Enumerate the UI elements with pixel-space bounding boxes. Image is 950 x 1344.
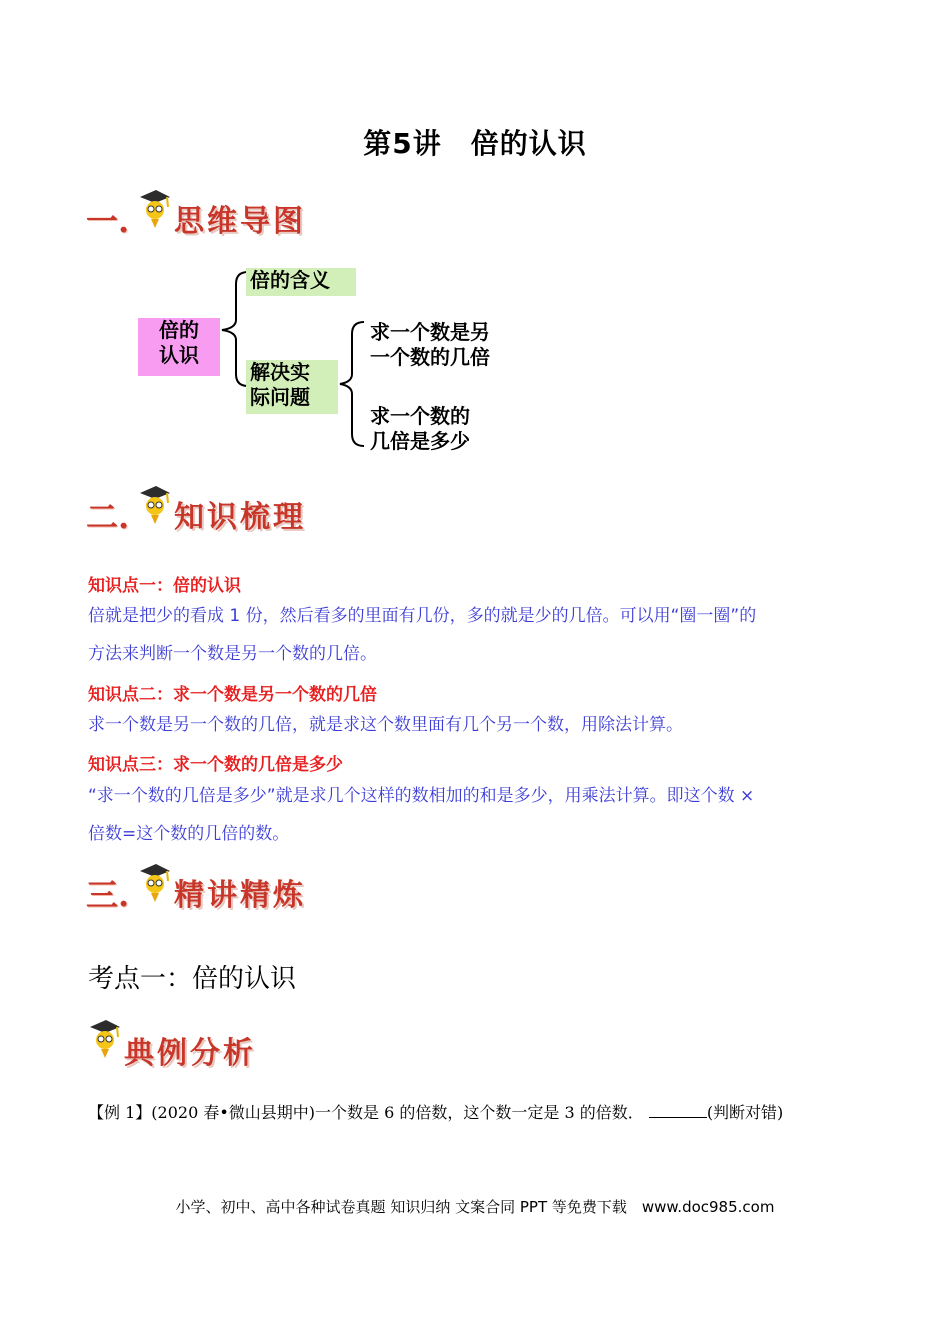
knowledge-point-title: 知识点三：求一个数的几倍是多少 xyxy=(88,755,343,775)
knowledge-line: 倍数=这个数的几倍的数。 xyxy=(88,824,290,844)
knowledge-point-text xyxy=(88,706,878,744)
mindmap-branch-label: 际问题 xyxy=(250,385,310,409)
page-footer: 小学、初中、高中各种试卷真题 知识归纳 文案合同 PPT 等免费下载 www.doc985.com xyxy=(175,1198,775,1216)
mindmap-root-line: 认识 xyxy=(159,343,199,367)
mindmap-leaf-1 xyxy=(370,320,490,370)
section-heading-practice xyxy=(86,862,346,914)
answer-blank[interactable] xyxy=(649,1103,707,1118)
example-1 xyxy=(88,1100,783,1123)
mindmap-root xyxy=(138,318,220,376)
section-label: 知识梳理 xyxy=(174,500,306,535)
knowledge-point-text xyxy=(88,597,878,673)
example-text: (2020 春•微山县期中)一个数是 6 的倍数，这个数一定是 3 的倍数． xyxy=(151,1103,644,1122)
mindmap-leaf-2 xyxy=(370,404,470,454)
mindmap-branch-label: 倍的含义 xyxy=(250,268,330,292)
mindmap-leaf-label: 求一个数是另 xyxy=(370,320,490,344)
knowledge-line: 求一个数是另一个数的几倍，就是求这个数里面有几个另一个数，用除法计算。 xyxy=(88,715,683,735)
knowledge-line: 倍就是把少的看成 1 份，然后看多的里面有几份，多的就是少的几倍。可以用“圈一圈”的 xyxy=(88,606,757,626)
section-number: 二. xyxy=(86,498,130,536)
page-title: 第5讲 倍的认识 xyxy=(363,127,587,160)
knowledge-line: 方法来判断一个数是另一个数的几倍。 xyxy=(88,644,377,664)
kaodian-heading: 考点一：倍的认识 xyxy=(88,964,297,994)
knowledge-point-text xyxy=(88,777,878,853)
section-heading-knowledge xyxy=(86,484,346,536)
example-prefix: 【例 1】 xyxy=(88,1103,152,1122)
mascot-icon xyxy=(136,484,172,526)
knowledge-line: “求一个数的几倍是多少”就是求几个这样的数相加的和是多少，用乘法计算。即这个数 × xyxy=(88,786,755,806)
mindmap-branch-meaning xyxy=(246,268,356,296)
knowledge-point-title: 知识点二：求一个数是另一个数的几倍 xyxy=(88,685,377,705)
mindmap-leaf-label: 求一个数的 xyxy=(370,404,470,428)
mindmap-leaf-label: 一个数的几倍 xyxy=(370,345,490,369)
example-suffix: (判断对错) xyxy=(706,1103,784,1122)
mindmap-branch-problems xyxy=(246,360,338,414)
mascot-icon xyxy=(136,862,172,904)
mindmap-leaf-label: 几倍是多少 xyxy=(370,429,470,453)
section-number: 三. xyxy=(86,876,130,914)
mascot-icon xyxy=(136,188,172,230)
section-number: 一. xyxy=(86,202,130,240)
mascot-icon xyxy=(86,1018,122,1060)
mindmap-branch-label: 解决实 xyxy=(250,360,310,384)
section-label: 精讲精炼 xyxy=(174,878,306,913)
section-heading-mindmap xyxy=(86,188,346,240)
section-heading-examples xyxy=(86,1018,306,1070)
section-label: 典例分析 xyxy=(124,1036,256,1071)
section-label: 思维导图 xyxy=(174,204,306,239)
mindmap-root-line: 倍的 xyxy=(159,318,199,342)
knowledge-point-title: 知识点一：倍的认识 xyxy=(88,576,241,596)
